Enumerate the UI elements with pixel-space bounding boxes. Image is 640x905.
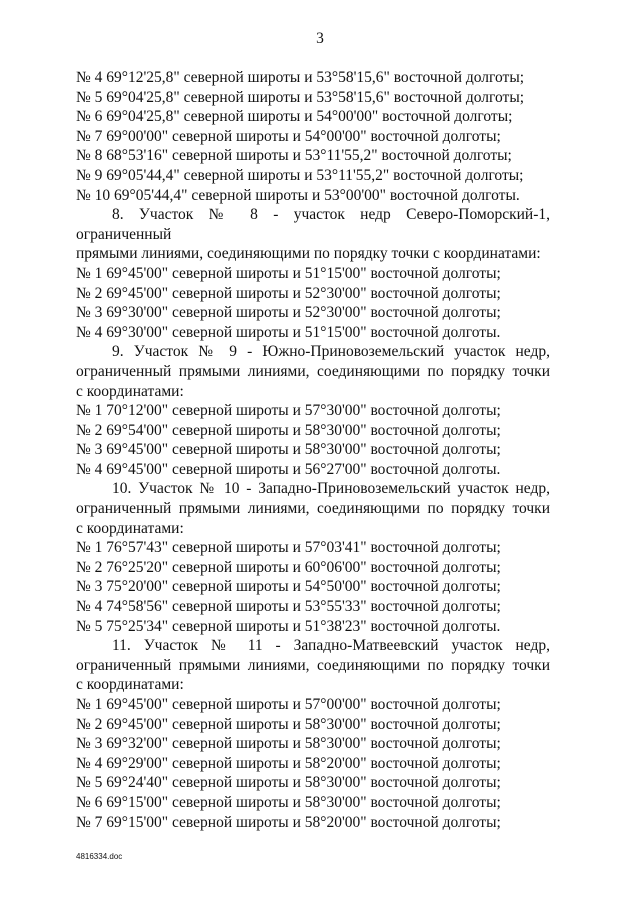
section-8-line: прямыми линиями, соединяющими по порядку точки с координатами: bbox=[76, 245, 541, 263]
section-8-line: 8. Участок № 8 - участок недр Северо-Поморский-1, ограниченный bbox=[76, 206, 550, 243]
section-10-heading bbox=[76, 479, 550, 538]
coordinate-line: № 4 69°45'00" северной широты и 56°27'00" восточной долготы. bbox=[76, 460, 501, 478]
coordinate-line: № 2 69°45'00" северной широты и 58°30'00" восточной долготы; bbox=[76, 715, 501, 733]
section-9-line: ограниченный прямыми линиями, соединяющими по порядку точки bbox=[76, 362, 550, 380]
coordinate-line: № 3 69°32'00" северной широты и 58°30'00" восточной долготы; bbox=[76, 735, 501, 753]
coordinate-line: № 4 69°12'25,8" северной широты и 53°58'15,6" восточной долготы; bbox=[76, 69, 525, 86]
section-11-line: ограниченный прямыми линиями, соединяющими по порядку точки bbox=[76, 656, 550, 674]
file-name-footer: 4816334.doc bbox=[76, 852, 123, 861]
section-9-line: 9. Участок № 9 - Южно-Приновоземельский участок недр, bbox=[112, 343, 550, 361]
document-body bbox=[76, 68, 550, 832]
coordinate-line: № 3 69°45'00" северной широты и 58°30'00" восточной долготы; bbox=[76, 441, 501, 459]
coordinate-line: № 4 74°58'56" северной широты и 53°55'33" восточной долготы; bbox=[76, 598, 501, 616]
section-9-line: с координатами: bbox=[76, 382, 184, 400]
coordinate-line: № 10 69°05'44,4" северной широты и 53°00'00" восточной долготы. bbox=[76, 186, 520, 204]
coordinate-line: № 7 69°15'00" северной широты и 58°20'00" восточной долготы; bbox=[76, 813, 501, 831]
page-number: 3 bbox=[316, 30, 324, 47]
coordinate-line: № 6 69°04'25,8" северной широты и 54°00'00" восточной долготы; bbox=[76, 108, 513, 126]
section-9-heading bbox=[76, 342, 550, 401]
coordinate-line: № 3 69°30'00" северной широты и 52°30'00" восточной долготы; bbox=[76, 304, 501, 322]
coordinate-line: № 4 69°29'00" северной широты и 58°20'00" восточной долготы; bbox=[76, 754, 501, 772]
coordinate-line: № 1 69°45'00" северной широты и 57°00'00" восточной долготы; bbox=[76, 696, 501, 713]
section-10-line: 10. Участок № 10 - Западно-Приновоземельский участок недр, bbox=[112, 480, 550, 498]
coordinate-line: № 5 75°25'34" северной широты и 51°38'23" восточной долготы. bbox=[76, 617, 501, 635]
coordinate-line: № 1 70°12'00" северной широты и 57°30'00" восточной долготы; bbox=[76, 402, 501, 420]
coordinate-line: № 2 76°25'20" северной широты и 60°06'00" восточной долготы; bbox=[76, 558, 501, 576]
coordinate-line: № 1 69°45'00" северной широты и 51°15'00" восточной долготы; bbox=[76, 264, 501, 282]
section-10-line: ограниченный прямыми линиями, соединяющими по порядку точки bbox=[76, 500, 550, 518]
coordinate-line: № 6 69°15'00" северной широты и 58°30'00" восточной долготы; bbox=[76, 793, 501, 811]
coordinate-line: № 8 68°53'16" северной широты и 53°11'55,2" восточной долготы; bbox=[76, 147, 512, 165]
coordinate-line: № 9 69°05'44,4" северной широты и 53°11'55,2" восточной долготы; bbox=[76, 166, 524, 184]
section-11-line: с координатами: bbox=[76, 676, 184, 694]
coordinate-line: № 2 69°45'00" северной широты и 52°30'00" восточной долготы; bbox=[76, 284, 501, 302]
section-10-line: с координатами: bbox=[76, 519, 184, 537]
coordinate-line: № 5 69°04'25,8" северной широты и 53°58'15,6" восточной долготы; bbox=[76, 88, 525, 106]
coordinate-line: № 3 75°20'00" северной широты и 54°50'00" восточной долготы; bbox=[76, 578, 501, 596]
coordinate-line: № 7 69°00'00" северной широты и 54°00'00" восточной долготы; bbox=[76, 127, 501, 145]
coordinate-line: № 5 69°24'40" северной широты и 58°30'00" восточной долготы; bbox=[76, 774, 501, 792]
coordinate-line: № 1 76°57'43" северной широты и 57°03'41" восточной долготы; bbox=[76, 539, 501, 557]
section-11-line: 11. Участок № 11 - Западно-Матвеевский участок недр, bbox=[112, 637, 550, 655]
section-8-heading bbox=[76, 205, 550, 264]
coordinate-line: № 2 69°54'00" северной широты и 58°30'00" восточной долготы; bbox=[76, 421, 501, 439]
section-11-heading bbox=[76, 636, 550, 695]
coordinate-line: № 4 69°30'00" северной широты и 51°15'00" восточной долготы. bbox=[76, 323, 501, 341]
